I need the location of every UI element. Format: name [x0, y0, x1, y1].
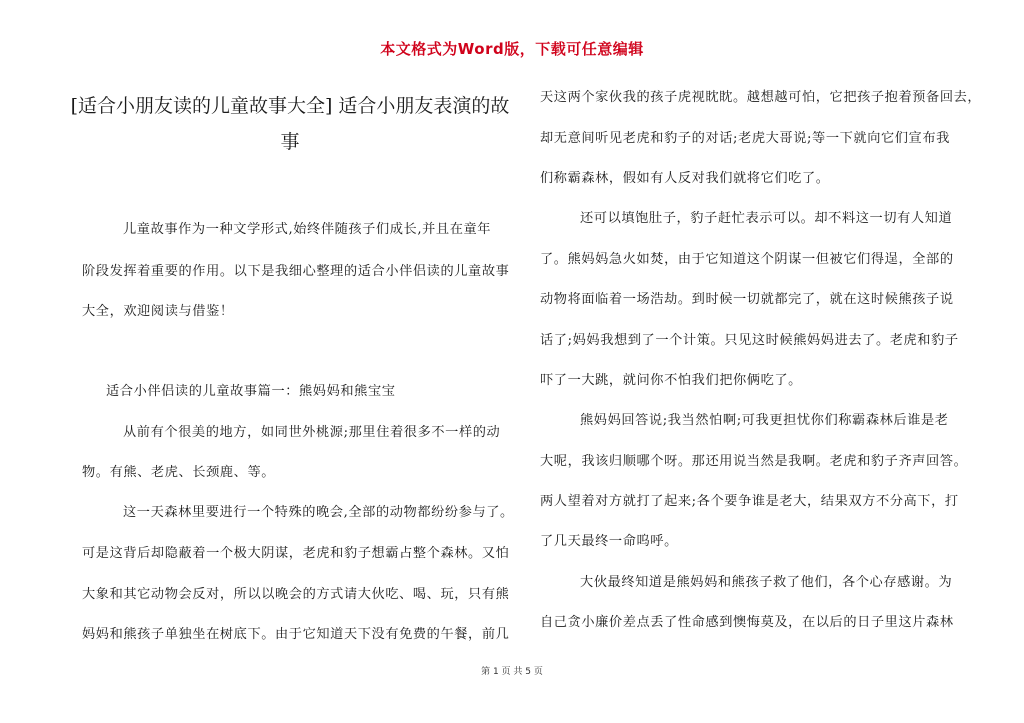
body-line: 话了;妈妈我想到了一个计策。只见这时候熊妈妈进去了。老虎和豹子 [540, 333, 959, 348]
body-line: 阶段发挥着重要的作用。以下是我细心整理的适合小伴侣读的儿童故事 [82, 264, 510, 279]
body-line: 吓了一大跳，就问你不怕我们把你俩吃了。 [540, 373, 802, 388]
body-line: 动物将面临着一场浩劫。到时候一切就都完了，就在这时候熊孩子说 [540, 292, 954, 307]
body-line: 却无意间听见老虎和豹子的对话;老虎大哥说;等一下就向它们宣布我 [540, 131, 950, 146]
body-line: 们称霸森林，假如有人反对我们就将它们吃了。 [540, 171, 830, 186]
body-line: 了几天最终一命呜呼。 [540, 534, 678, 549]
body-line: 熊妈妈回答说;我当然怕啊;可我更担忧你们称霸森林后谁是老 [580, 413, 949, 428]
body-line: 妈妈和熊孩子单独坐在树底下。由于它知道天下没有免费的午餐，前几 [82, 627, 510, 642]
body-line: 天这两个家伙我的孩子虎视眈眈。越想越可怕，它把孩子抱着预备回去， [540, 90, 982, 105]
title-line-1: [适合小朋友读的儿童故事大全] 适合小朋友表演的故 [70, 95, 510, 117]
page-footer: 第 1 页 共 5 页 [481, 667, 543, 677]
title-line-2: 事 [280, 131, 300, 153]
article-title [60, 88, 520, 160]
body-line: 从前有个很美的地方，如同世外桃源;那里住着很多不一样的动 [123, 425, 501, 440]
body-line: 大象和其它动物会反对，所以以晚会的方式请大伙吃、喝、玩，只有熊 [82, 587, 510, 602]
body-line: 还可以填饱肚子，豹子赶忙表示可以。却不料这一切有人知道 [580, 211, 953, 226]
body-line: 大呢，我该归顺哪个呀。那还用说当然是我啊。老虎和豹子齐声回答。 [540, 454, 968, 469]
body-line: 两人望着对方就打了起来;各个要争谁是老大，结果双方不分高下，打 [540, 494, 959, 509]
body-line: 物。有熊、老虎、长颈鹿、等。 [82, 465, 276, 480]
body-line: 大全，欢迎阅读与借鉴！ [82, 304, 234, 319]
body-line: 了。熊妈妈急火如焚，由于它知道这个阴谋一但被它们得逞，全部的 [540, 252, 954, 267]
body-line: 这一天森林里要进行一个特殊的晚会,全部的动物都纷纷参与了。 [123, 505, 514, 520]
word-format-banner: 本文格式为Word版，下载可任意编辑 [380, 40, 644, 58]
body-line: 自己贪小廉价差点丢了性命感到懊悔莫及，在以后的日子里这片森林 [540, 615, 954, 630]
section-heading: 适合小伴侣读的儿童故事篇一：熊妈妈和熊宝宝 [106, 384, 396, 399]
body-line: 大伙最终知道是熊妈妈和熊孩子救了他们，各个心存感谢。为 [580, 575, 953, 590]
body-line: 可是这背后却隐蔽着一个极大阴谋，老虎和豹子想霸占整个森林。又怕 [82, 546, 510, 561]
body-line: 儿童故事作为一种文学形式,始终伴随孩子们成长,并且在童年 [123, 222, 492, 237]
